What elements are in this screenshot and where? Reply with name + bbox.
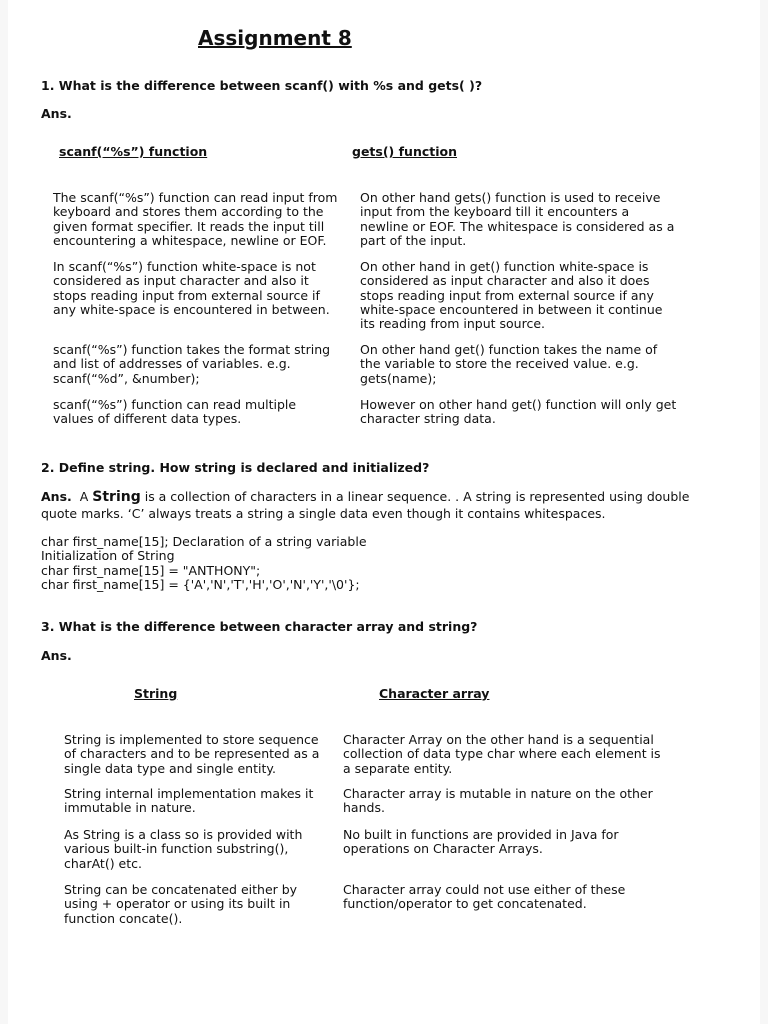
- table2-header-right: Character array: [379, 686, 490, 701]
- answer-2-line1: [41, 489, 689, 505]
- table2-row4-left: String can be concatenated either by using + operator or using its built in function concate().: [64, 882, 298, 926]
- table2-row3-left: As String is a class so is provided with various built-in function substring(), charAt() etc.: [64, 827, 303, 871]
- table1-row2-left: In scanf(“%s”) function white-space is not considered as input character and also it stops reading input from external source if any white-space is encountered in between.: [53, 259, 330, 317]
- table2-row3-right: No built in functions are provided in Java for operations on Character Arrays.: [343, 827, 619, 857]
- table1-header-right: gets() function: [352, 144, 458, 159]
- table2-row1-right: Character Array on the other hand is a sequential collection of data type char where each element is a separate entity.: [343, 732, 661, 776]
- answer-2-code: char first_name[15]; Declaration of a string variable Initialization of String char first_name[15] = "ANTHONY"; char first_name[15] = {'A','N','T','H','O','N','Y','\0'};: [41, 534, 367, 592]
- answer-2-line2: quote marks. ‘C’ always treats a string a single data even though it contains whitespaces.: [41, 506, 606, 521]
- table1-header-left: scanf(“%s”) function: [59, 144, 208, 159]
- string-keyword: String: [92, 489, 141, 505]
- table1-row3-left: scanf(“%s”) function takes the format string and list of addresses of variables. e.g. scanf(“%d”, &number);: [53, 342, 331, 386]
- table2-row1-left: String is implemented to store sequence of characters and to be represented as a single data type and single entity.: [64, 732, 320, 776]
- table1-row3-right: On other hand get() function takes the name of the variable to store the received value. e.g. gets(name);: [360, 342, 658, 386]
- answer-label-3: Ans.: [41, 648, 72, 663]
- question-1: 1. What is the difference between scanf() with %s and gets( )?: [41, 78, 483, 93]
- answer-label-1: Ans.: [41, 106, 72, 121]
- table2-row2-right: Character array is mutable in nature on the other hands.: [343, 786, 653, 816]
- question-2: 2. Define string. How string is declared and initialized?: [41, 460, 430, 475]
- document-page: [8, 0, 760, 1024]
- table2-row4-right: Character array could not use either of these function/operator to get concatenated.: [343, 882, 626, 912]
- table1-row1-right: On other hand gets() function is used to receive input from the keyboard till it encounters a newline or EOF. The whitespace is considered as a part of the input.: [360, 190, 675, 248]
- question-3: 3. What is the difference between character array and string?: [41, 619, 478, 634]
- answer-2-article: A: [79, 489, 89, 504]
- table2-row2-left: String internal implementation makes it immutable in nature.: [64, 786, 314, 816]
- table1-row2-right: On other hand in get() function white-space is considered as input character and also it does stops reading input from external source if any white-space encountered in between it continue its reading from input source.: [360, 259, 663, 332]
- table1-row1-left: The scanf(“%s”) function can read input from keyboard and stores them according to the given format specifier. It reads the input till encountering a whitespace, newline or EOF.: [53, 190, 338, 248]
- page-title: Assignment 8: [198, 26, 352, 50]
- answer-label-2: Ans.: [41, 489, 72, 504]
- table1-row4-right: However on other hand get() function will only get character string data.: [360, 397, 677, 427]
- answer-2-definition: is a collection of characters in a linear sequence. . A string is represented using double: [144, 489, 690, 504]
- table1-row4-left: scanf(“%s”) function can read multiple values of different data types.: [53, 397, 297, 427]
- table2-header-left: String: [134, 686, 178, 701]
